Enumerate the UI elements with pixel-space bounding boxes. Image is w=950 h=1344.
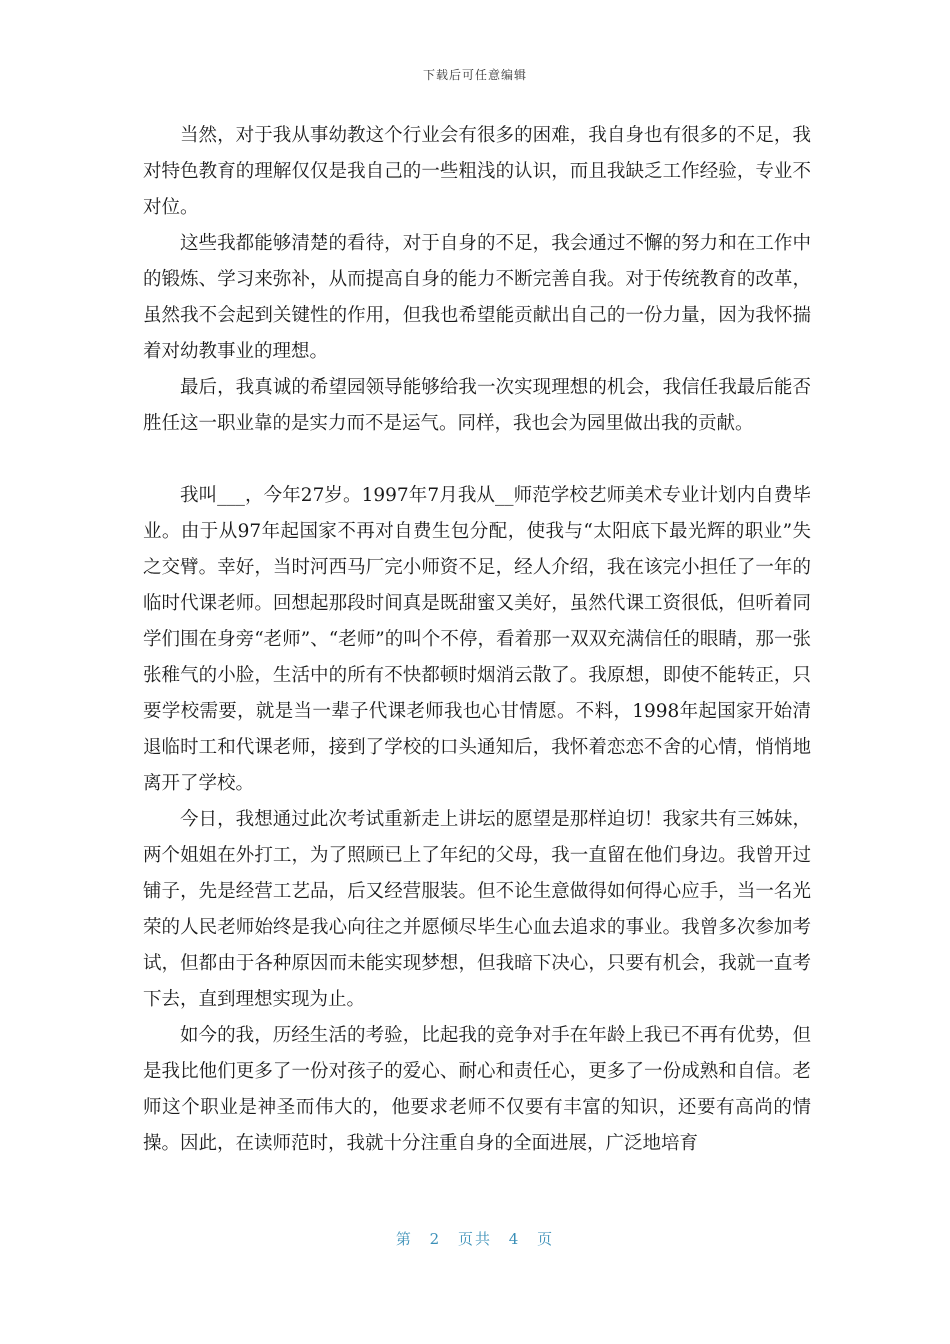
paragraph: 今日，我想通过此次考试重新走上讲坛的愿望是那样迫切！我家共有三姊妹，两个姐姐在外打工，为了照顾已上了年纪的父母，我一直留在他们身边。我曾开过铺子，先是经营工艺品，后又经营服装。但不论生意做得如何得心应手，当一名光荣的人民老师始终是我心向往之并愿倾尽毕生心血去追求的事业。我曾多次参加考试，但都由于各种原因而未能实现梦想，但我暗下决心，只要有机会，我就一直考下去，直到理想实现为止。: [143, 809, 811, 1010]
paragraph: 这些我都能够清楚的看待，对于自身的不足，我会通过不懈的努力和在工作中的锻炼、学习来弥补，从而提高自身的能力不断完善自我。对于传统教育的改革，虽然我不会起到关键性的作用，但我也希望能贡献出自己的一份力量，因为我怀揣着对幼教事业的理想。: [143, 233, 811, 362]
paragraph: 我叫___，今年27岁。1997年7月我从__师范学校艺师美术专业计划内自费毕业。由于从97年起国家不再对自费生包分配，使我与“太阳底下最光辉的职业”失之交臂。幸好，当时河西马厂完小师资不足，经人介绍，我在该完小担任了一年的临时代课老师。回想起那段时间真是既甜蜜又美好，虽然代课工资很低，但听着同学们围在身旁“老师”、“老师”的叫个不停，看着那一双双充满信任的眼睛，那一张张稚气的小脸，生活中的所有不快都顿时烟消云散了。我原想，即使不能转正，只要学校需要，就是当一辈子代课老师我也心甘情愿。不料，1998年起国家开始清退临时工和代课老师，接到了学校的口头通知后，我怀着恋恋不舍的心情，悄悄地离开了学校。: [143, 485, 811, 794]
page-footer: 第 2 页共 4 页: [395, 1230, 555, 1248]
paragraph: 如今的我，历经生活的考验，比起我的竞争对手在年龄上我已不再有优势，但是我比他们更多了一份对孩子的爱心、耐心和责任心，更多了一份成熟和自信。老师这个职业是神圣而伟大的，他要求老师不仅要有丰富的知识，还要有高尚的情操。因此，在读师范时，我就十分注重自身的全面进展，广泛地培育: [143, 1025, 811, 1154]
paragraph: 最后，我真诚的希望园领导能够给我一次实现理想的机会，我信任我最后能否胜任这一职业靠的是实力而不是运气。同样，我也会为园里做出我的贡献。: [143, 377, 811, 434]
document-body: [143, 118, 811, 1162]
paragraph: 当然，对于我从事幼教这个行业会有很多的困难，我自身也有很多的不足，我对特色教育的理解仅仅是我自己的一些粗浅的认识，而且我缺乏工作经验，专业不对位。: [143, 125, 811, 218]
page-header: 下载后可任意编辑: [422, 68, 527, 82]
section-spacer: [143, 442, 811, 478]
